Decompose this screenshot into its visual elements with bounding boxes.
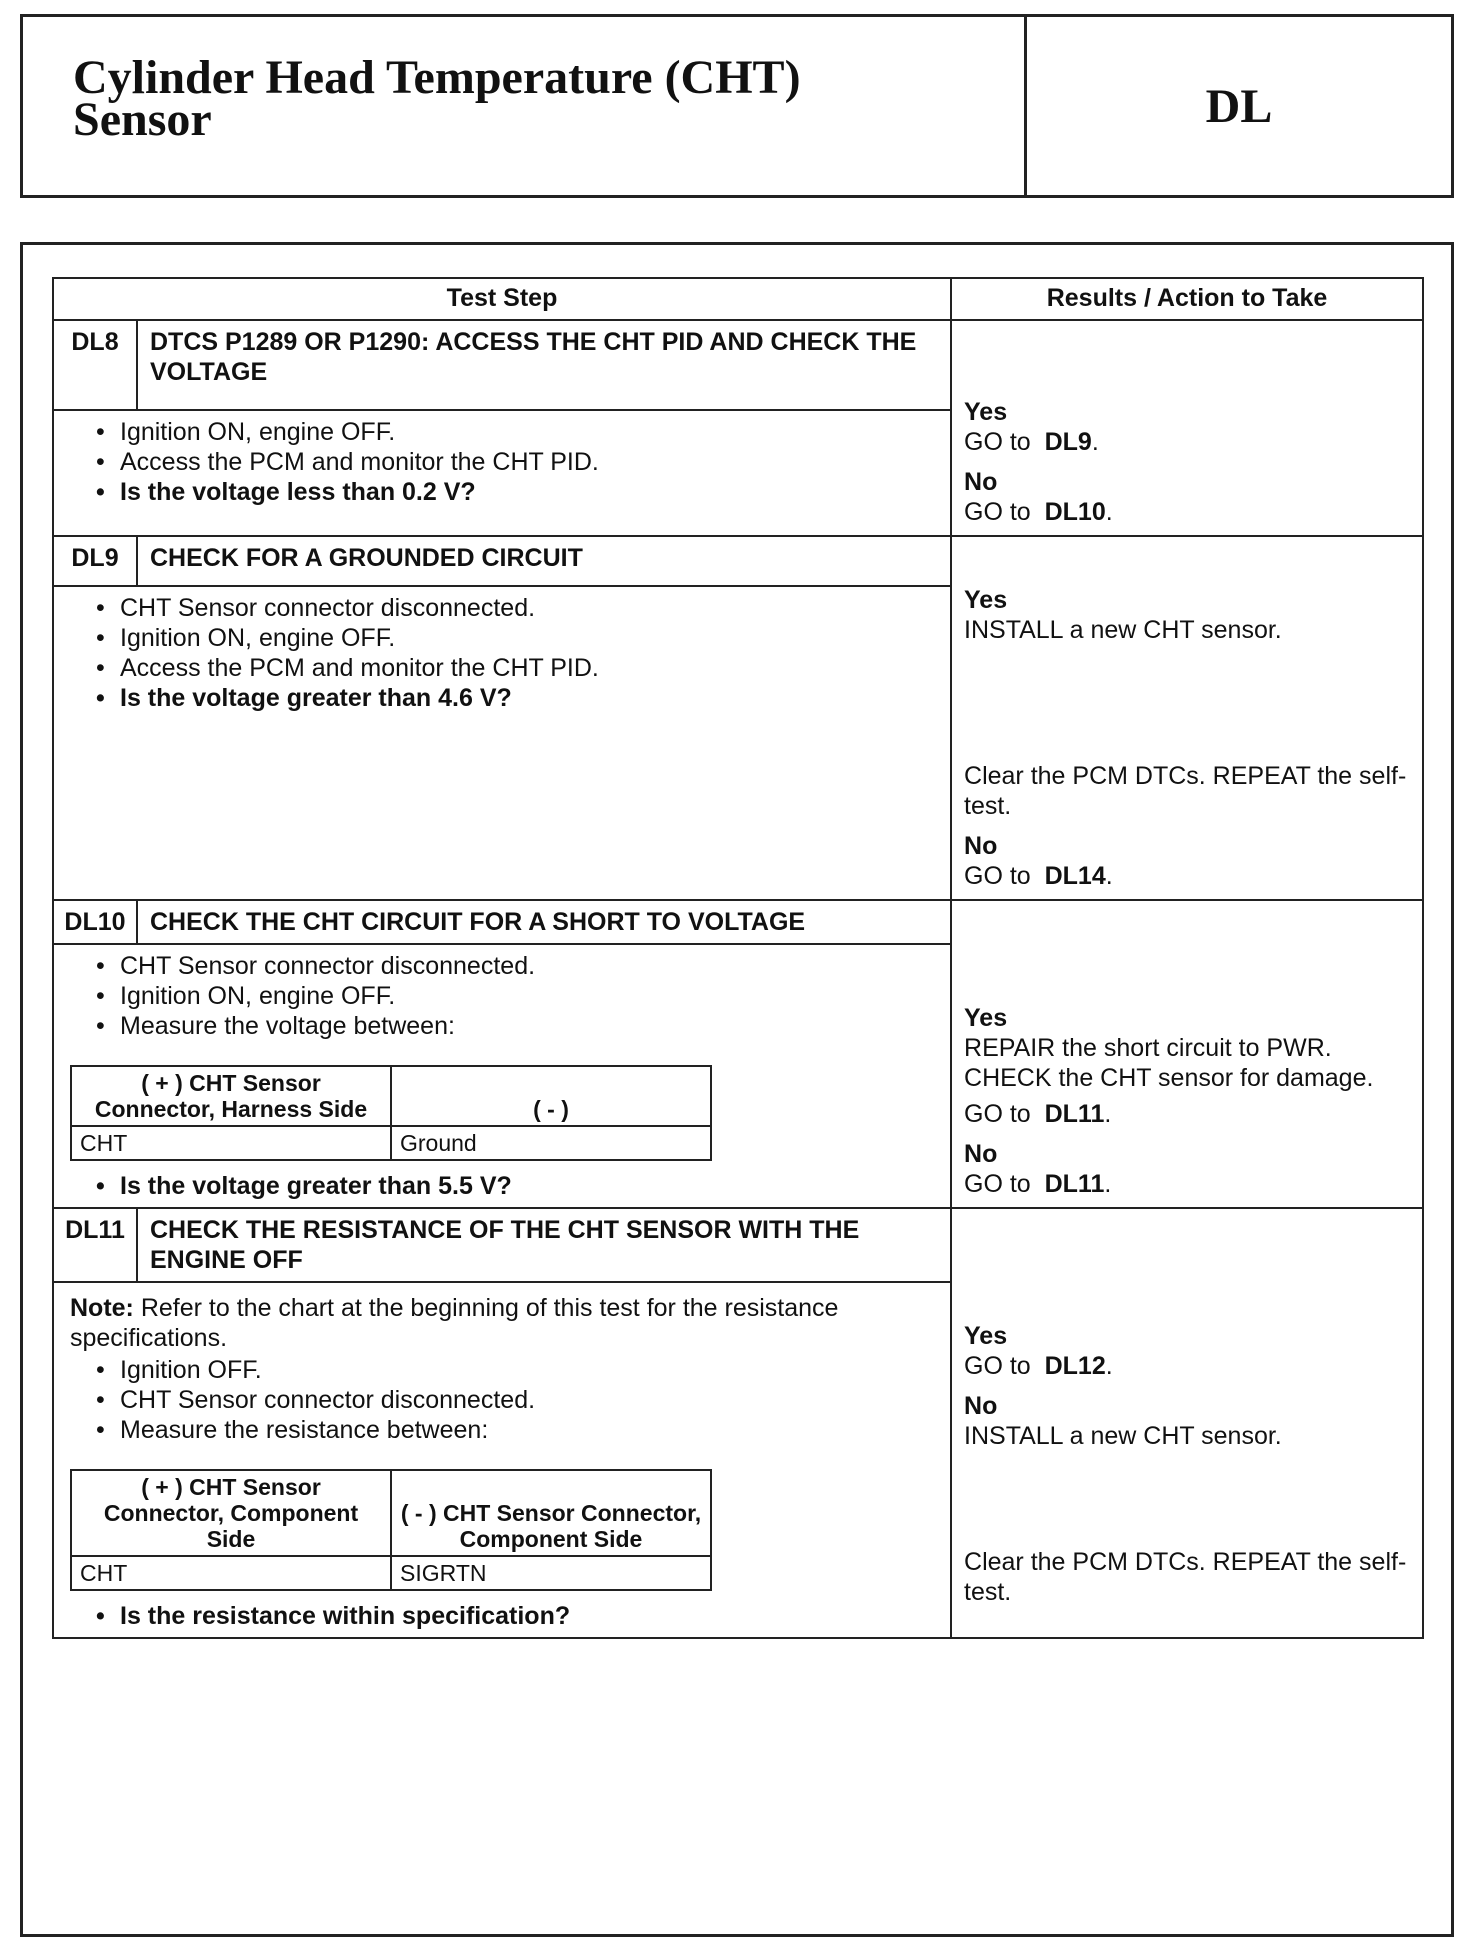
section-code: DL: [1205, 79, 1273, 133]
meas-header-negative: ( - ): [391, 1066, 711, 1126]
yes-action: GO to DL9.: [964, 428, 1099, 456]
step-instructions: [53, 944, 951, 1208]
no-label: No: [964, 1140, 998, 1168]
list-item: • Ignition ON, engine OFF.: [96, 417, 940, 447]
step-code: DL11: [53, 1208, 137, 1282]
step-title-row: [53, 1208, 1423, 1282]
list-item: • Ignition ON, engine OFF.: [96, 981, 940, 1011]
step-results: [951, 900, 1423, 1208]
clear-dtc-note: Clear the PCM DTCs. REPEAT the self-test.: [964, 1548, 1407, 1606]
no-action: GO to DL14.: [964, 862, 1113, 890]
step-instructions: [53, 1282, 951, 1638]
test-step-table: [52, 277, 1424, 1639]
step-results: [951, 320, 1423, 536]
list-item: • Measure the resistance between:: [96, 1415, 940, 1445]
no-action: GO to DL11.: [964, 1170, 1112, 1198]
meas-negative-value: SIGRTN: [391, 1556, 711, 1590]
yes-label: Yes: [964, 398, 1008, 426]
clear-dtc-note: Clear the PCM DTCs. REPEAT the self-test.: [964, 762, 1407, 820]
meas-header-positive: ( + ) CHT Sensor Connector, Harness Side: [71, 1066, 391, 1126]
step-instructions: [53, 410, 951, 536]
yes-action: REPAIR the short circuit to PWR. CHECK the CHT sensor for damage.: [964, 1034, 1374, 1092]
step-title-row: [53, 900, 1423, 944]
no-action: INSTALL a new CHT sensor.: [964, 1422, 1282, 1450]
meas-positive-value: CHT: [71, 1126, 391, 1160]
list-item: • Ignition OFF.: [96, 1355, 940, 1385]
step-question: • Is the resistance within specification?: [96, 1601, 940, 1631]
step-instructions: [53, 586, 951, 900]
list-item: • Ignition ON, engine OFF.: [96, 623, 940, 653]
yes-action: INSTALL a new CHT sensor.: [964, 616, 1282, 644]
no-label: No: [964, 468, 998, 496]
note-text: Refer to the chart at the beginning of this test for the resistance specifications.: [70, 1294, 839, 1352]
yes-label: Yes: [964, 586, 1008, 614]
yes-label: Yes: [964, 1004, 1008, 1032]
list-item: • CHT Sensor connector disconnected.: [96, 593, 940, 623]
list-item: • CHT Sensor connector disconnected.: [96, 951, 940, 981]
step-note: [70, 1293, 940, 1353]
yes-action: GO to DL12.: [964, 1352, 1113, 1380]
step-code: DL10: [53, 900, 137, 944]
col-header-results: Results / Action to Take: [951, 278, 1423, 320]
step-title: CHECK THE RESISTANCE OF THE CHT SENSOR WITH THE ENGINE OFF: [137, 1208, 951, 1282]
step-title-row: [53, 536, 1423, 586]
step-code: DL9: [53, 536, 137, 586]
list-item: • Access the PCM and monitor the CHT PID.: [96, 447, 940, 477]
step-question: • Is the voltage greater than 5.5 V?: [96, 1171, 940, 1201]
step-question: • Is the voltage less than 0.2 V?: [96, 477, 940, 507]
col-header-test-step: Test Step: [53, 278, 951, 320]
note-label: Note:: [70, 1294, 134, 1322]
measurement-table: [70, 1469, 712, 1591]
yes-goto: GO to DL11.: [964, 1100, 1112, 1128]
page-header: [20, 14, 1454, 198]
list-item: • Measure the voltage between:: [96, 1011, 940, 1041]
step-code: DL8: [53, 320, 137, 410]
page-title-line1: Cylinder Head Temperature (CHT): [73, 51, 801, 104]
step-title: CHECK THE CHT CIRCUIT FOR A SHORT TO VOLTAGE: [137, 900, 951, 944]
no-action: GO to DL10.: [964, 498, 1113, 526]
page-title-line2: Sensor: [73, 93, 212, 146]
step-results: [951, 536, 1423, 900]
meas-header-negative: ( - ) CHT Sensor Connector, Component Side: [391, 1470, 711, 1556]
step-title: DTCS P1289 OR P1290: ACCESS THE CHT PID AND CHECK THE VOLTAGE: [137, 320, 951, 410]
no-label: No: [964, 1392, 998, 1420]
measurement-table: [70, 1065, 712, 1161]
meas-positive-value: CHT: [71, 1556, 391, 1590]
list-item: • CHT Sensor connector disconnected.: [96, 1385, 940, 1415]
no-label: No: [964, 832, 998, 860]
meas-header-positive: ( + ) CHT Sensor Connector, Component Side: [71, 1470, 391, 1556]
step-title: CHECK FOR A GROUNDED CIRCUIT: [137, 536, 951, 586]
meas-negative-value: Ground: [391, 1126, 711, 1160]
step-title-row: [53, 320, 1423, 410]
yes-label: Yes: [964, 1322, 1008, 1350]
list-item: • Access the PCM and monitor the CHT PID.: [96, 653, 940, 683]
table-header-row: [53, 278, 1423, 320]
page-title: [23, 17, 1027, 195]
step-results: [951, 1208, 1423, 1638]
step-question: • Is the voltage greater than 4.6 V?: [96, 683, 940, 713]
